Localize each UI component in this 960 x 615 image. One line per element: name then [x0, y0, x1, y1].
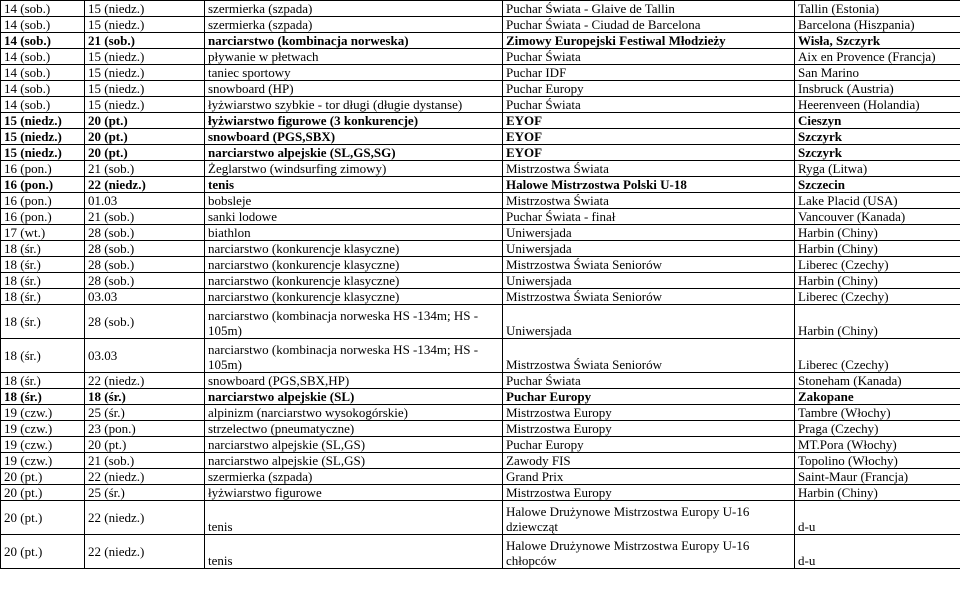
table-row — [1, 421, 960, 437]
start-date-cell: 18 (śr.) — [1, 339, 85, 373]
table-row — [1, 241, 960, 257]
start-date-cell: 18 (śr.) — [1, 241, 85, 257]
location-cell: Cieszyn — [795, 113, 960, 129]
event-cell: Zimowy Europejski Festiwal Młodzieży — [503, 33, 795, 49]
discipline-cell: narciarstwo (konkurencje klasyczne) — [205, 273, 503, 289]
end-date-cell: 15 (niedz.) — [85, 49, 205, 65]
discipline-cell: szermierka (szpada) — [205, 469, 503, 485]
discipline-cell: snowboard (HP) — [205, 81, 503, 97]
location-cell: Insbruck (Austria) — [795, 81, 960, 97]
start-date-cell: 18 (śr.) — [1, 273, 85, 289]
start-date-cell: 15 (niedz.) — [1, 129, 85, 145]
start-date-cell: 18 (śr.) — [1, 257, 85, 273]
end-date-cell: 22 (niedz.) — [85, 535, 205, 569]
discipline-cell: narciarstwo (kombinacja norweska HS -134m; HS - 105m) — [205, 305, 503, 339]
end-date-cell: 15 (niedz.) — [85, 1, 205, 17]
end-date-cell: 28 (sob.) — [85, 257, 205, 273]
event-cell: EYOF — [503, 129, 795, 145]
location-cell: Szczyrk — [795, 145, 960, 161]
discipline-cell: bobsleje — [205, 193, 503, 209]
discipline-cell: snowboard (PGS,SBX) — [205, 129, 503, 145]
start-date-cell: 16 (pon.) — [1, 161, 85, 177]
end-date-cell: 22 (niedz.) — [85, 373, 205, 389]
location-cell: Zakopane — [795, 389, 960, 405]
event-cell: Mistrzostwa Świata Seniorów — [503, 289, 795, 305]
event-cell: Halowe Mistrzostwa Polski U-18 — [503, 177, 795, 193]
discipline-cell: narciarstwo alpejskie (SL,GS,SG) — [205, 145, 503, 161]
table-row — [1, 97, 960, 113]
event-cell: Puchar Świata - finał — [503, 209, 795, 225]
table-row — [1, 273, 960, 289]
start-date-cell: 18 (śr.) — [1, 389, 85, 405]
table-row — [1, 405, 960, 421]
table-row — [1, 305, 960, 339]
end-date-cell: 21 (sob.) — [85, 209, 205, 225]
discipline-cell: narciarstwo alpejskie (SL,GS) — [205, 453, 503, 469]
start-date-cell: 18 (śr.) — [1, 305, 85, 339]
start-date-cell: 20 (pt.) — [1, 535, 85, 569]
location-cell: Stoneham (Kanada) — [795, 373, 960, 389]
end-date-cell: 25 (śr.) — [85, 405, 205, 421]
location-cell: Liberec (Czechy) — [795, 289, 960, 305]
event-cell: Mistrzostwa Europy — [503, 405, 795, 421]
end-date-cell: 20 (pt.) — [85, 113, 205, 129]
discipline-cell: sanki lodowe — [205, 209, 503, 225]
start-date-cell: 15 (niedz.) — [1, 113, 85, 129]
discipline-cell: łyżwiarstwo szybkie - tor długi (długie dystanse) — [205, 97, 503, 113]
location-cell: Lake Placid (USA) — [795, 193, 960, 209]
table-row — [1, 437, 960, 453]
start-date-cell: 14 (sob.) — [1, 65, 85, 81]
end-date-cell: 23 (pon.) — [85, 421, 205, 437]
table-row — [1, 257, 960, 273]
location-cell: Szczyrk — [795, 129, 960, 145]
start-date-cell: 20 (pt.) — [1, 485, 85, 501]
discipline-cell: tenis — [205, 501, 503, 535]
event-cell: Puchar Europy — [503, 389, 795, 405]
location-cell: Saint-Maur (Francja) — [795, 469, 960, 485]
start-date-cell: 14 (sob.) — [1, 97, 85, 113]
end-date-cell: 28 (sob.) — [85, 241, 205, 257]
discipline-cell: tenis — [205, 535, 503, 569]
schedule-body — [1, 1, 960, 569]
table-row — [1, 501, 960, 535]
table-row — [1, 225, 960, 241]
discipline-cell: narciarstwo (kombinacja norweska) — [205, 33, 503, 49]
event-cell: Puchar Świata — [503, 97, 795, 113]
event-cell: Puchar Europy — [503, 437, 795, 453]
start-date-cell: 20 (pt.) — [1, 501, 85, 535]
location-cell: Tambre (Włochy) — [795, 405, 960, 421]
discipline-cell: szermierka (szpada) — [205, 1, 503, 17]
start-date-cell: 16 (pon.) — [1, 209, 85, 225]
location-cell: Tallin (Estonia) — [795, 1, 960, 17]
location-cell: Topolino (Włochy) — [795, 453, 960, 469]
start-date-cell: 15 (niedz.) — [1, 145, 85, 161]
table-row — [1, 113, 960, 129]
event-cell: Mistrzostwa Europy — [503, 485, 795, 501]
location-cell: Szczecin — [795, 177, 960, 193]
table-row — [1, 1, 960, 17]
end-date-cell: 03.03 — [85, 289, 205, 305]
discipline-cell: łyżwiarstwo figurowe — [205, 485, 503, 501]
location-cell: Harbin (Chiny) — [795, 305, 960, 339]
location-cell: Harbin (Chiny) — [795, 485, 960, 501]
end-date-cell: 22 (niedz.) — [85, 501, 205, 535]
discipline-cell: snowboard (PGS,SBX,HP) — [205, 373, 503, 389]
location-cell: San Marino — [795, 65, 960, 81]
end-date-cell: 22 (niedz.) — [85, 469, 205, 485]
location-cell: d-u — [795, 501, 960, 535]
end-date-cell: 15 (niedz.) — [85, 97, 205, 113]
start-date-cell: 16 (pon.) — [1, 177, 85, 193]
location-cell: Barcelona (Hiszpania) — [795, 17, 960, 33]
table-row — [1, 485, 960, 501]
discipline-cell: narciarstwo (kombinacja norweska HS -134m; HS - 105m) — [205, 339, 503, 373]
end-date-cell: 28 (sob.) — [85, 225, 205, 241]
table-row — [1, 49, 960, 65]
event-cell: EYOF — [503, 145, 795, 161]
end-date-cell: 15 (niedz.) — [85, 81, 205, 97]
table-row — [1, 193, 960, 209]
event-cell: Puchar Europy — [503, 81, 795, 97]
location-cell: Harbin (Chiny) — [795, 273, 960, 289]
discipline-cell: strzelectwo (pneumatyczne) — [205, 421, 503, 437]
table-row — [1, 209, 960, 225]
start-date-cell: 19 (czw.) — [1, 437, 85, 453]
table-row — [1, 129, 960, 145]
discipline-cell: taniec sportowy — [205, 65, 503, 81]
table-row — [1, 453, 960, 469]
start-date-cell: 14 (sob.) — [1, 17, 85, 33]
location-cell: Harbin (Chiny) — [795, 225, 960, 241]
end-date-cell: 01.03 — [85, 193, 205, 209]
start-date-cell: 14 (sob.) — [1, 49, 85, 65]
start-date-cell: 14 (sob.) — [1, 81, 85, 97]
end-date-cell: 20 (pt.) — [85, 129, 205, 145]
event-cell: Grand Prix — [503, 469, 795, 485]
location-cell: Harbin (Chiny) — [795, 241, 960, 257]
event-cell: Mistrzostwa Świata Seniorów — [503, 257, 795, 273]
discipline-cell: biathlon — [205, 225, 503, 241]
event-cell: Mistrzostwa Europy — [503, 421, 795, 437]
table-row — [1, 389, 960, 405]
location-cell: Heerenveen (Holandia) — [795, 97, 960, 113]
end-date-cell: 22 (niedz.) — [85, 177, 205, 193]
location-cell: Ryga (Litwa) — [795, 161, 960, 177]
event-cell: Mistrzostwa Świata — [503, 161, 795, 177]
table-row — [1, 289, 960, 305]
location-cell: MT.Pora (Włochy) — [795, 437, 960, 453]
event-cell: Uniwersjada — [503, 273, 795, 289]
location-cell: Praga (Czechy) — [795, 421, 960, 437]
start-date-cell: 17 (wt.) — [1, 225, 85, 241]
discipline-cell: tenis — [205, 177, 503, 193]
event-cell: Mistrzostwa Świata Seniorów — [503, 339, 795, 373]
location-cell: Vancouver (Kanada) — [795, 209, 960, 225]
discipline-cell: narciarstwo alpejskie (SL) — [205, 389, 503, 405]
location-cell: Liberec (Czechy) — [795, 339, 960, 373]
end-date-cell: 20 (pt.) — [85, 437, 205, 453]
event-cell: Halowe Drużynowe Mistrzostwa Europy U-16 chłopców — [503, 535, 795, 569]
discipline-cell: szermierka (szpada) — [205, 17, 503, 33]
event-cell: EYOF — [503, 113, 795, 129]
table-row — [1, 177, 960, 193]
discipline-cell: narciarstwo (konkurencje klasyczne) — [205, 257, 503, 273]
location-cell: d-u — [795, 535, 960, 569]
start-date-cell: 19 (czw.) — [1, 405, 85, 421]
event-cell: Uniwersjada — [503, 241, 795, 257]
end-date-cell: 15 (niedz.) — [85, 65, 205, 81]
end-date-cell: 15 (niedz.) — [85, 17, 205, 33]
table-row — [1, 65, 960, 81]
discipline-cell: narciarstwo (konkurencje klasyczne) — [205, 241, 503, 257]
table-row — [1, 373, 960, 389]
discipline-cell: Żeglarstwo (windsurfing zimowy) — [205, 161, 503, 177]
event-cell: Puchar Świata — [503, 373, 795, 389]
table-row — [1, 535, 960, 569]
event-cell: Puchar Świata - Ciudad de Barcelona — [503, 17, 795, 33]
table-row — [1, 161, 960, 177]
location-cell: Wisła, Szczyrk — [795, 33, 960, 49]
table-row — [1, 339, 960, 373]
table-row — [1, 33, 960, 49]
table-row — [1, 469, 960, 485]
event-cell: Halowe Drużynowe Mistrzostwa Europy U-16 dziewcząt — [503, 501, 795, 535]
end-date-cell: 21 (sob.) — [85, 33, 205, 49]
table-row — [1, 81, 960, 97]
event-cell: Puchar IDF — [503, 65, 795, 81]
event-cell: Zawody FIS — [503, 453, 795, 469]
start-date-cell: 14 (sob.) — [1, 1, 85, 17]
location-cell: Aix en Provence (Francja) — [795, 49, 960, 65]
event-cell: Mistrzostwa Świata — [503, 193, 795, 209]
end-date-cell: 28 (sob.) — [85, 273, 205, 289]
end-date-cell: 21 (sob.) — [85, 453, 205, 469]
event-cell: Uniwersjada — [503, 225, 795, 241]
table-row — [1, 17, 960, 33]
discipline-cell: łyżwiarstwo figurowe (3 konkurencje) — [205, 113, 503, 129]
start-date-cell: 18 (śr.) — [1, 289, 85, 305]
discipline-cell: narciarstwo (konkurencje klasyczne) — [205, 289, 503, 305]
start-date-cell: 19 (czw.) — [1, 453, 85, 469]
discipline-cell: narciarstwo alpejskie (SL,GS) — [205, 437, 503, 453]
discipline-cell: alpinizm (narciarstwo wysokogórskie) — [205, 405, 503, 421]
start-date-cell: 16 (pon.) — [1, 193, 85, 209]
end-date-cell: 03.03 — [85, 339, 205, 373]
end-date-cell: 28 (sob.) — [85, 305, 205, 339]
discipline-cell: pływanie w płetwach — [205, 49, 503, 65]
start-date-cell: 20 (pt.) — [1, 469, 85, 485]
end-date-cell: 25 (śr.) — [85, 485, 205, 501]
event-cell: Puchar Świata - Glaive de Tallin — [503, 1, 795, 17]
location-cell: Liberec (Czechy) — [795, 257, 960, 273]
start-date-cell: 14 (sob.) — [1, 33, 85, 49]
event-cell: Uniwersjada — [503, 305, 795, 339]
table-row — [1, 145, 960, 161]
end-date-cell: 21 (sob.) — [85, 161, 205, 177]
event-cell: Puchar Świata — [503, 49, 795, 65]
start-date-cell: 18 (śr.) — [1, 373, 85, 389]
end-date-cell: 18 (śr.) — [85, 389, 205, 405]
start-date-cell: 19 (czw.) — [1, 421, 85, 437]
end-date-cell: 20 (pt.) — [85, 145, 205, 161]
